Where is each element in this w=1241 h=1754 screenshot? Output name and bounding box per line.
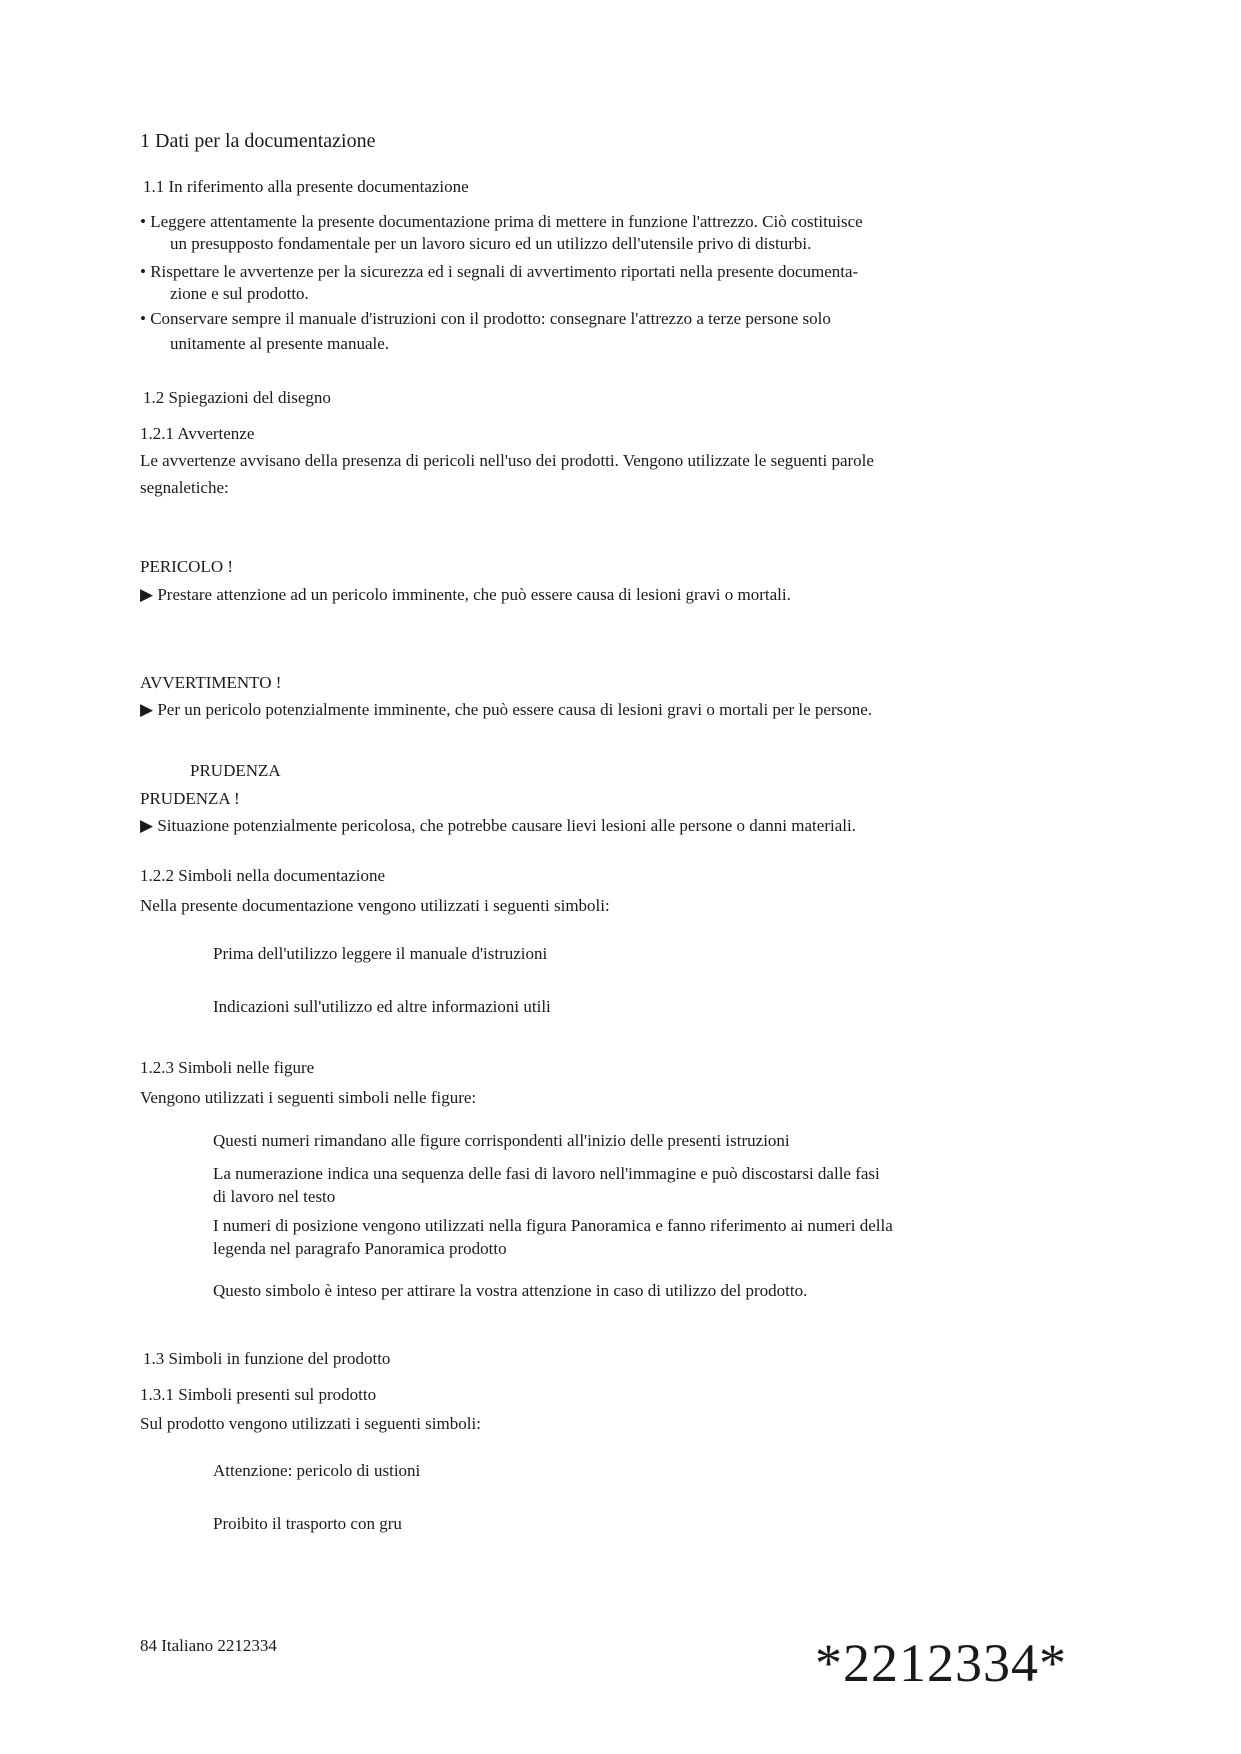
- bullet-3-line-2: unitamente al presente manuale.: [170, 334, 390, 353]
- bullet-1-line-2: un presupposto fondamentale per un lavoro sicuro ed un utilizzo dell'utensile privo di disturbi.: [170, 234, 812, 253]
- warnings-intro-line-2: segnaletiche:: [140, 478, 229, 497]
- product-symbols-intro: Sul prodotto vengono utilizzati i seguenti simboli:: [140, 1414, 481, 1433]
- figure-symbol-item: Questi numeri rimandano alle figure corrispondenti all'inizio delle presenti istruzioni: [213, 1131, 790, 1150]
- figure-symbol-item: I numeri di posizione vengono utilizzati nella figura Panoramica e fanno riferimento ai numeri della: [213, 1216, 893, 1235]
- warning-label-danger: PERICOLO !: [140, 557, 234, 576]
- bullet-1-line-1: • Leggere attentamente la presente documentazione prima di mettere in funzione l'attrezzo. Ciò costituisce: [140, 212, 863, 231]
- figure-symbol-item-cont: di lavoro nel testo: [213, 1187, 336, 1206]
- section-1-3-title: 1.3 Simboli in funzione del prodotto: [143, 1349, 391, 1368]
- doc-symbol-item: Prima dell'utilizzo leggere il manuale d'istruzioni: [213, 944, 548, 963]
- figure-symbols-intro: Vengono utilizzati i seguenti simboli nelle figure:: [140, 1088, 477, 1107]
- warnings-intro-line-1: Le avvertenze avvisano della presenza di pericoli nell'uso dei prodotti. Vengono utilizzate le seguenti parole: [140, 451, 874, 470]
- warning-text-danger: ▶ Prestare attenzione ad un pericolo imminente, che può essere causa di lesioni gravi o mortali.: [140, 585, 791, 604]
- warning-label-warning: AVVERTIMENTO !: [140, 673, 282, 692]
- doc-symbols-intro: Nella presente documentazione vengono utilizzati i seguenti simboli:: [140, 896, 610, 915]
- section-1-2-3-title: 1.2.3 Simboli nelle figure: [140, 1058, 315, 1077]
- section-1-2-1-title: 1.2.1 Avvertenze: [140, 424, 255, 443]
- product-symbol-item: Proibito il trasporto con gru: [213, 1514, 402, 1533]
- caution-symbol-label: PRUDENZA: [190, 761, 281, 780]
- bullet-2-line-1: • Rispettare le avvertenze per la sicurezza ed i segnali di avvertimento riportati nella presente documenta-: [140, 262, 859, 281]
- figure-symbol-item: Questo simbolo è inteso per attirare la vostra attenzione in caso di utilizzo del prodotto.: [213, 1281, 808, 1300]
- section-1-2-2-title: 1.2.2 Simboli nella documentazione: [140, 866, 386, 885]
- warning-text-caution: ▶ Situazione potenzialmente pericolosa, che potrebbe causare lievi lesioni alle persone o danni materiali.: [140, 816, 856, 835]
- barcode-text: *2212334*: [815, 1633, 1067, 1693]
- figure-symbol-item: La numerazione indica una sequenza delle fasi di lavoro nell'immagine e può discostarsi dalle fasi: [213, 1164, 880, 1183]
- product-symbol-item: Attenzione: pericolo di ustioni: [213, 1461, 421, 1480]
- bullet-2-line-2: zione e sul prodotto.: [170, 284, 309, 303]
- page-footer: 84 Italiano 2212334: [140, 1636, 277, 1655]
- section-1-1-title: 1.1 In riferimento alla presente documentazione: [143, 177, 469, 196]
- section-1-2-title: 1.2 Spiegazioni del disegno: [143, 388, 331, 407]
- section-1-3-1-title: 1.3.1 Simboli presenti sul prodotto: [140, 1385, 377, 1404]
- warning-text-warning: ▶ Per un pericolo potenzialmente imminente, che può essere causa di lesioni gravi o mortali per le persone.: [140, 700, 873, 719]
- bullet-3-line-1: • Conservare sempre il manuale d'istruzioni con il prodotto: consegnare l'attrezzo a terze persone solo: [140, 309, 831, 328]
- doc-symbol-item: Indicazioni sull'utilizzo ed altre informazioni utili: [213, 997, 551, 1016]
- warning-label-caution: PRUDENZA !: [140, 789, 240, 808]
- figure-symbol-item-cont: legenda nel paragrafo Panoramica prodotto: [213, 1239, 507, 1258]
- page-title: 1 Dati per la documentazione: [140, 130, 376, 152]
